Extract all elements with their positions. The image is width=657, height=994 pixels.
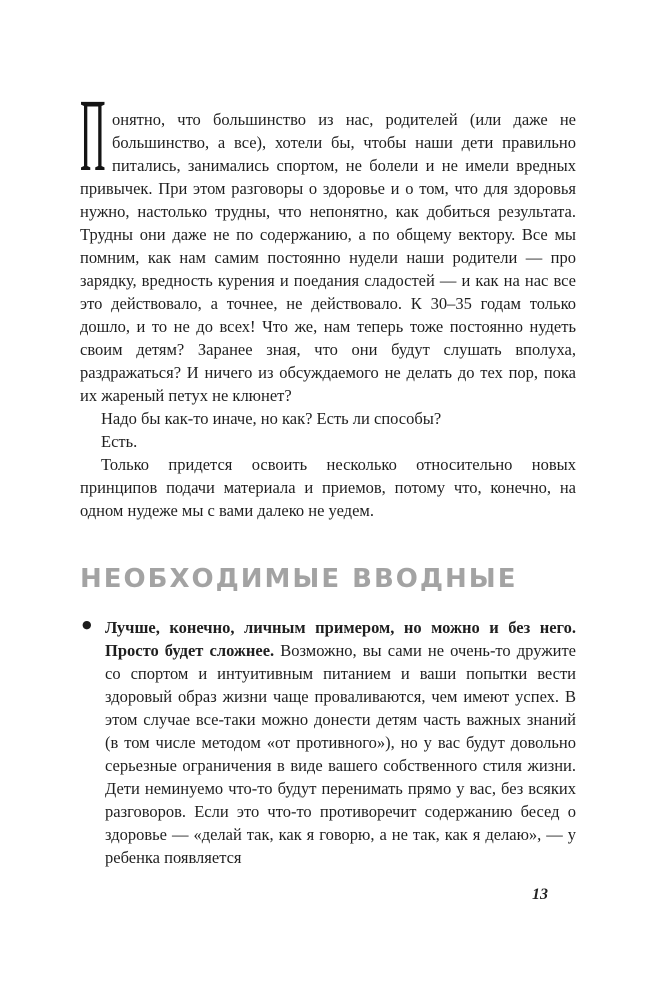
- bullet-paragraph-text: Возможно, вы сами не очень-то дружите со спортом и интуитивным питанием и ваши попытки вести здоровый образ жизни чаще проваливаются, чем имеют успех. В этом случае все-таки можно донести детям часть важных знаний (в том числе методом «от противного»), но у вас будут довольно серьезные ограничения в виде вашего собственного стиля жизни. Дети неминуемо что-то будут перенимать прямо у вас, без всяких разговоров. Если это что-то противоречит содержанию бесед о здоровье — «делай так, как я говорю, а не так, как я делаю», — у ребенка появляется: [105, 641, 576, 867]
- bullet-paragraph: [105, 616, 576, 869]
- section-heading: НЕОБХОДИМЫЕ ВВОДНЫЕ: [80, 564, 518, 594]
- opening-paragraph-text: онятно, что большинство из нас, родителей (или даже не большинство, а все), хотели бы, чтобы наши дети правильно питались, занимались спортом, не болели и не имели вредных привычек. При этом разговоры о здоровье и о том, что для здоровья нужно, настолько трудны, что непонятно, как добиться результата. Трудны они даже не по содержанию, а по общему вектору. Все мы помним, как нам самим постоянно нудели наши родители — про зарядку, вредность курения и поедания сладостей — и как на нас все это действовало, а точнее, не действовало. К 30–35 годам только дошло, и то не до всех! Что же, нам теперь тоже постоянно нудеть своим детям? Заранее зная, что они будут слушать вполуха, раздражаться? И ничего из обсуждаемого не делать до тех пор, пока их жареный петух не клюнет?: [80, 110, 576, 405]
- page-number: 13: [532, 886, 548, 903]
- paragraph-question: Надо бы как-то иначе, но как? Есть ли способы?: [101, 409, 442, 428]
- drop-cap: [80, 78, 112, 193]
- drop-cap-letter: П: [80, 78, 106, 193]
- bullet-icon: ●: [82, 618, 92, 631]
- bullet-list-item: [80, 616, 576, 869]
- bullet-lead-bold: Лучше, конечно, личным примером, но можно и без него. Просто будет сложнее.: [105, 618, 576, 660]
- text-column: [80, 78, 576, 869]
- paragraph-intro-methods: Только придется освоить несколько относительно новых принципов подачи материала и приемов, потому что, конечно, на одном нудеже мы с вами далеко не уедем.: [80, 455, 576, 520]
- paragraph-answer: Есть.: [101, 432, 138, 451]
- opening-paragraph: [80, 78, 576, 407]
